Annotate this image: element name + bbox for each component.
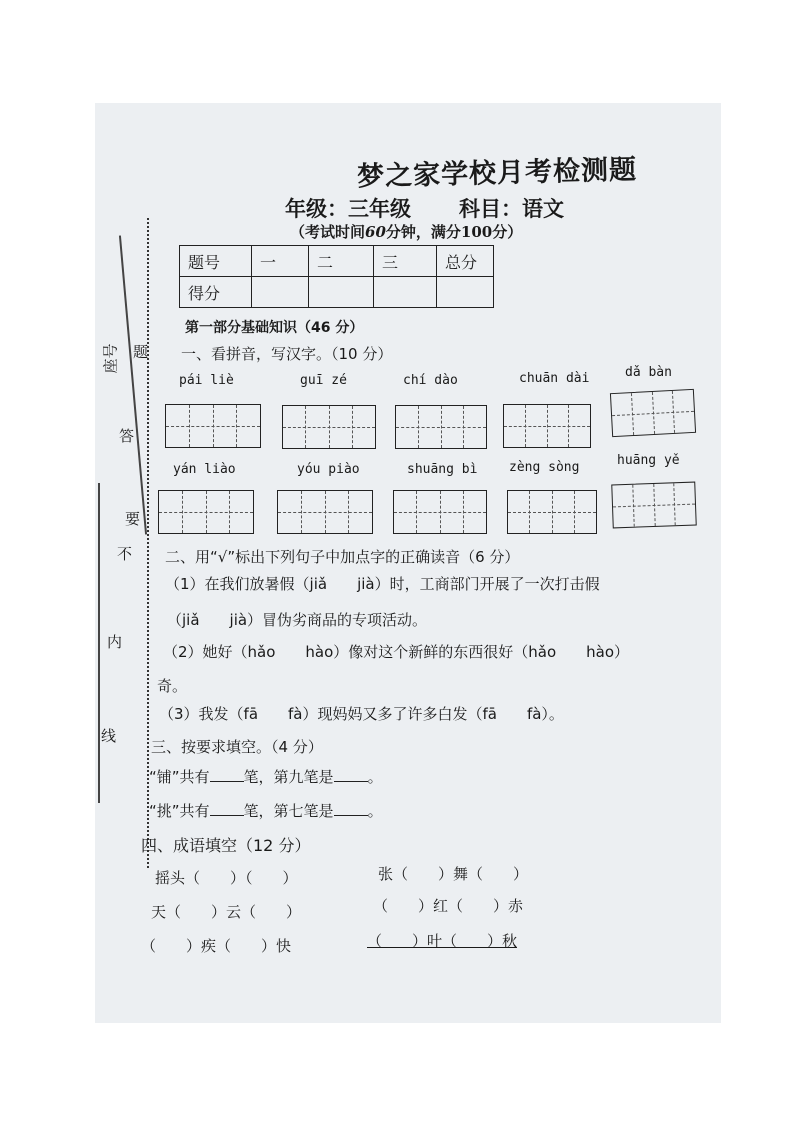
seat-label: 座号 — [101, 343, 120, 374]
score-row-label: 得分 — [180, 277, 252, 308]
score-header: 二 — [309, 246, 374, 277]
idiom: （ ）疾（ ）快 — [141, 937, 292, 955]
answer-box[interactable] — [282, 405, 376, 449]
score-cell[interactable] — [374, 277, 437, 308]
score-table — [179, 245, 494, 308]
score-header: 题号 — [180, 246, 252, 277]
answer-box[interactable] — [503, 404, 591, 448]
seal-char: 要 — [125, 510, 141, 528]
pinyin: zèng sòng — [509, 460, 580, 475]
grade-label: 年级：三年级 — [285, 196, 411, 221]
q4-heading: 四、成语填空（12 分） — [141, 836, 311, 855]
q2-line: （2）她好（hǎo hào）像对这个新鲜的东西很好（hǎo hào） — [163, 643, 630, 661]
answer-box[interactable] — [610, 389, 696, 437]
answer-box[interactable] — [165, 404, 261, 448]
answer-box[interactable] — [611, 482, 696, 529]
answer-box[interactable] — [393, 490, 487, 534]
fill-blank[interactable] — [334, 815, 368, 816]
answer-box[interactable] — [507, 490, 597, 534]
seal-char: 内 — [107, 633, 123, 651]
q3-line: “铺”共有 笔，第九笔是 。 — [149, 768, 383, 786]
pinyin: shuāng bì — [407, 462, 478, 477]
exam-title: 梦之家学校月考检测题 — [356, 154, 638, 193]
fill-blank[interactable] — [210, 815, 244, 816]
seal-char: 不 — [117, 545, 133, 563]
fill-blank[interactable] — [334, 781, 368, 782]
score-header: 总分 — [437, 246, 494, 277]
pinyin: dǎ bàn — [625, 365, 672, 380]
q2-heading: 二、用“√”标出下列句子中加点字的正确读音（6 分） — [165, 548, 520, 566]
idiom: 天（ ）云（ ） — [151, 903, 302, 921]
margin-line — [119, 236, 147, 535]
answer-box[interactable] — [277, 490, 373, 534]
part1-heading: 第一部分基础知识（46 分） — [185, 320, 364, 336]
q2-line: （jiǎ jià）冒伪劣商品的专项活动。 — [167, 611, 428, 629]
pinyin: huāng yě — [617, 453, 680, 468]
q3-line: “挑”共有 笔，第七笔是 。 — [149, 802, 383, 820]
pinyin: yóu piào — [297, 462, 360, 477]
score-header: 一 — [252, 246, 309, 277]
idiom: （ ）红（ ）赤 — [373, 897, 524, 915]
score-cell[interactable] — [437, 277, 494, 308]
q2-line: （1）在我们放暑假（jiǎ jià）时，工商部门开展了一次打击假 — [165, 575, 600, 593]
pinyin: pái liè — [179, 373, 234, 388]
answer-box[interactable] — [395, 405, 487, 449]
answer-box[interactable] — [158, 490, 254, 534]
subject-label: 科目：语文 — [459, 196, 564, 221]
score-cell[interactable] — [252, 277, 309, 308]
seal-char: 题 — [133, 343, 149, 361]
pinyin: yán liào — [173, 462, 236, 477]
pinyin: chí dào — [403, 373, 458, 388]
score-header: 三 — [374, 246, 437, 277]
seal-char: 答 — [119, 427, 135, 445]
q2-line: 奇。 — [157, 677, 188, 695]
score-cell[interactable] — [309, 277, 374, 308]
q1-heading: 一、看拼音，写汉字。（10 分） — [181, 345, 393, 363]
idiom: （ ）叶（ ）秋 — [367, 932, 518, 950]
q3-heading: 三、按要求填空。（4 分） — [151, 738, 323, 756]
fill-blank[interactable] — [210, 781, 244, 782]
idiom: 张（ ）舞（ ） — [378, 865, 529, 883]
exam-note: （考试时间60分钟，满分100分） — [290, 223, 523, 241]
seal-char: 线 — [101, 727, 117, 745]
q2-line: （3）我发（fā fà）现妈妈又多了许多白发（fā fà）。 — [159, 705, 564, 723]
pinyin: guī zé — [300, 373, 347, 388]
margin-line-lower — [98, 483, 100, 803]
pinyin: chuān dài — [519, 371, 590, 386]
exam-paper — [95, 103, 721, 1023]
idiom: 摇头（ ）（ ） — [155, 869, 298, 887]
